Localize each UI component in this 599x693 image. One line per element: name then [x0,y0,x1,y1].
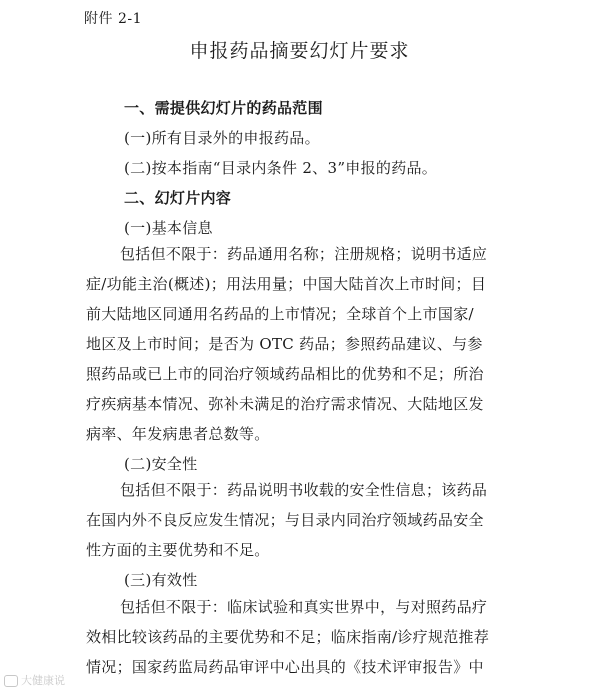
section-2-heading: 二、幻灯片内容 [124,189,232,207]
watermark [4,672,65,688]
paragraph-line: 情况；国家药监局药品审评中心出具的《技术评审报告》中 [86,658,484,676]
watermark-logo-icon [4,675,18,687]
document-title: 申报药品摘要幻灯片要求 [189,40,410,62]
paragraph-line: 症/功能主治(概述)；用法用量；中国大陆首次上市时间；目 [86,275,487,293]
efficacy-heading: (三)有效性 [124,571,198,589]
paragraph-line: 包括但不限于：临床试验和真实世界中，与对照药品疗 [120,598,488,616]
safety-heading: (二)安全性 [124,455,198,473]
paragraph-line: 效相比较该药品的主要优势和不足；临床指南/诊疗规范推荐 [86,628,490,646]
safety-paragraph [86,475,516,565]
paragraph-line: 病率、年发病患者总数等。 [86,425,270,443]
section-1-item-2: (二)按本指南“目录内条件 2、3”申报的药品。 [124,159,438,177]
section-1-item-1: (一)所有目录外的申报药品。 [124,129,320,147]
efficacy-paragraph [86,592,516,682]
attachment-label: 附件 2-1 [84,11,142,27]
paragraph-line: 地区及上市时间；是否为 OTC 药品；参照药品建议、与参 [86,335,483,353]
watermark-text: 大健康说 [21,674,65,687]
paragraph-line: 前大陆地区同通用名药品的上市情况；全球首个上市国家/ [86,305,474,323]
basic-info-paragraph [86,239,516,449]
basic-info-heading: (一)基本信息 [124,219,213,237]
paragraph-line: 包括但不限于：药品说明书收载的安全性信息；该药品 [120,481,488,499]
paragraph-line: 在国内外不良反应发生情况；与目录内同治疗领域药品安全 [86,511,484,529]
paragraph-line: 包括但不限于：药品通用名称；注册规格；说明书适应 [120,245,488,263]
paragraph-line: 照药品或已上市的同治疗领域药品相比的优势和不足；所治 [86,365,484,383]
paragraph-line: 疗疾病基本情况、弥补未满足的治疗需求情况、大陆地区发 [86,395,484,413]
paragraph-line: 性方面的主要优势和不足。 [86,541,270,559]
section-1-heading: 一、需提供幻灯片的药品范围 [124,99,323,117]
